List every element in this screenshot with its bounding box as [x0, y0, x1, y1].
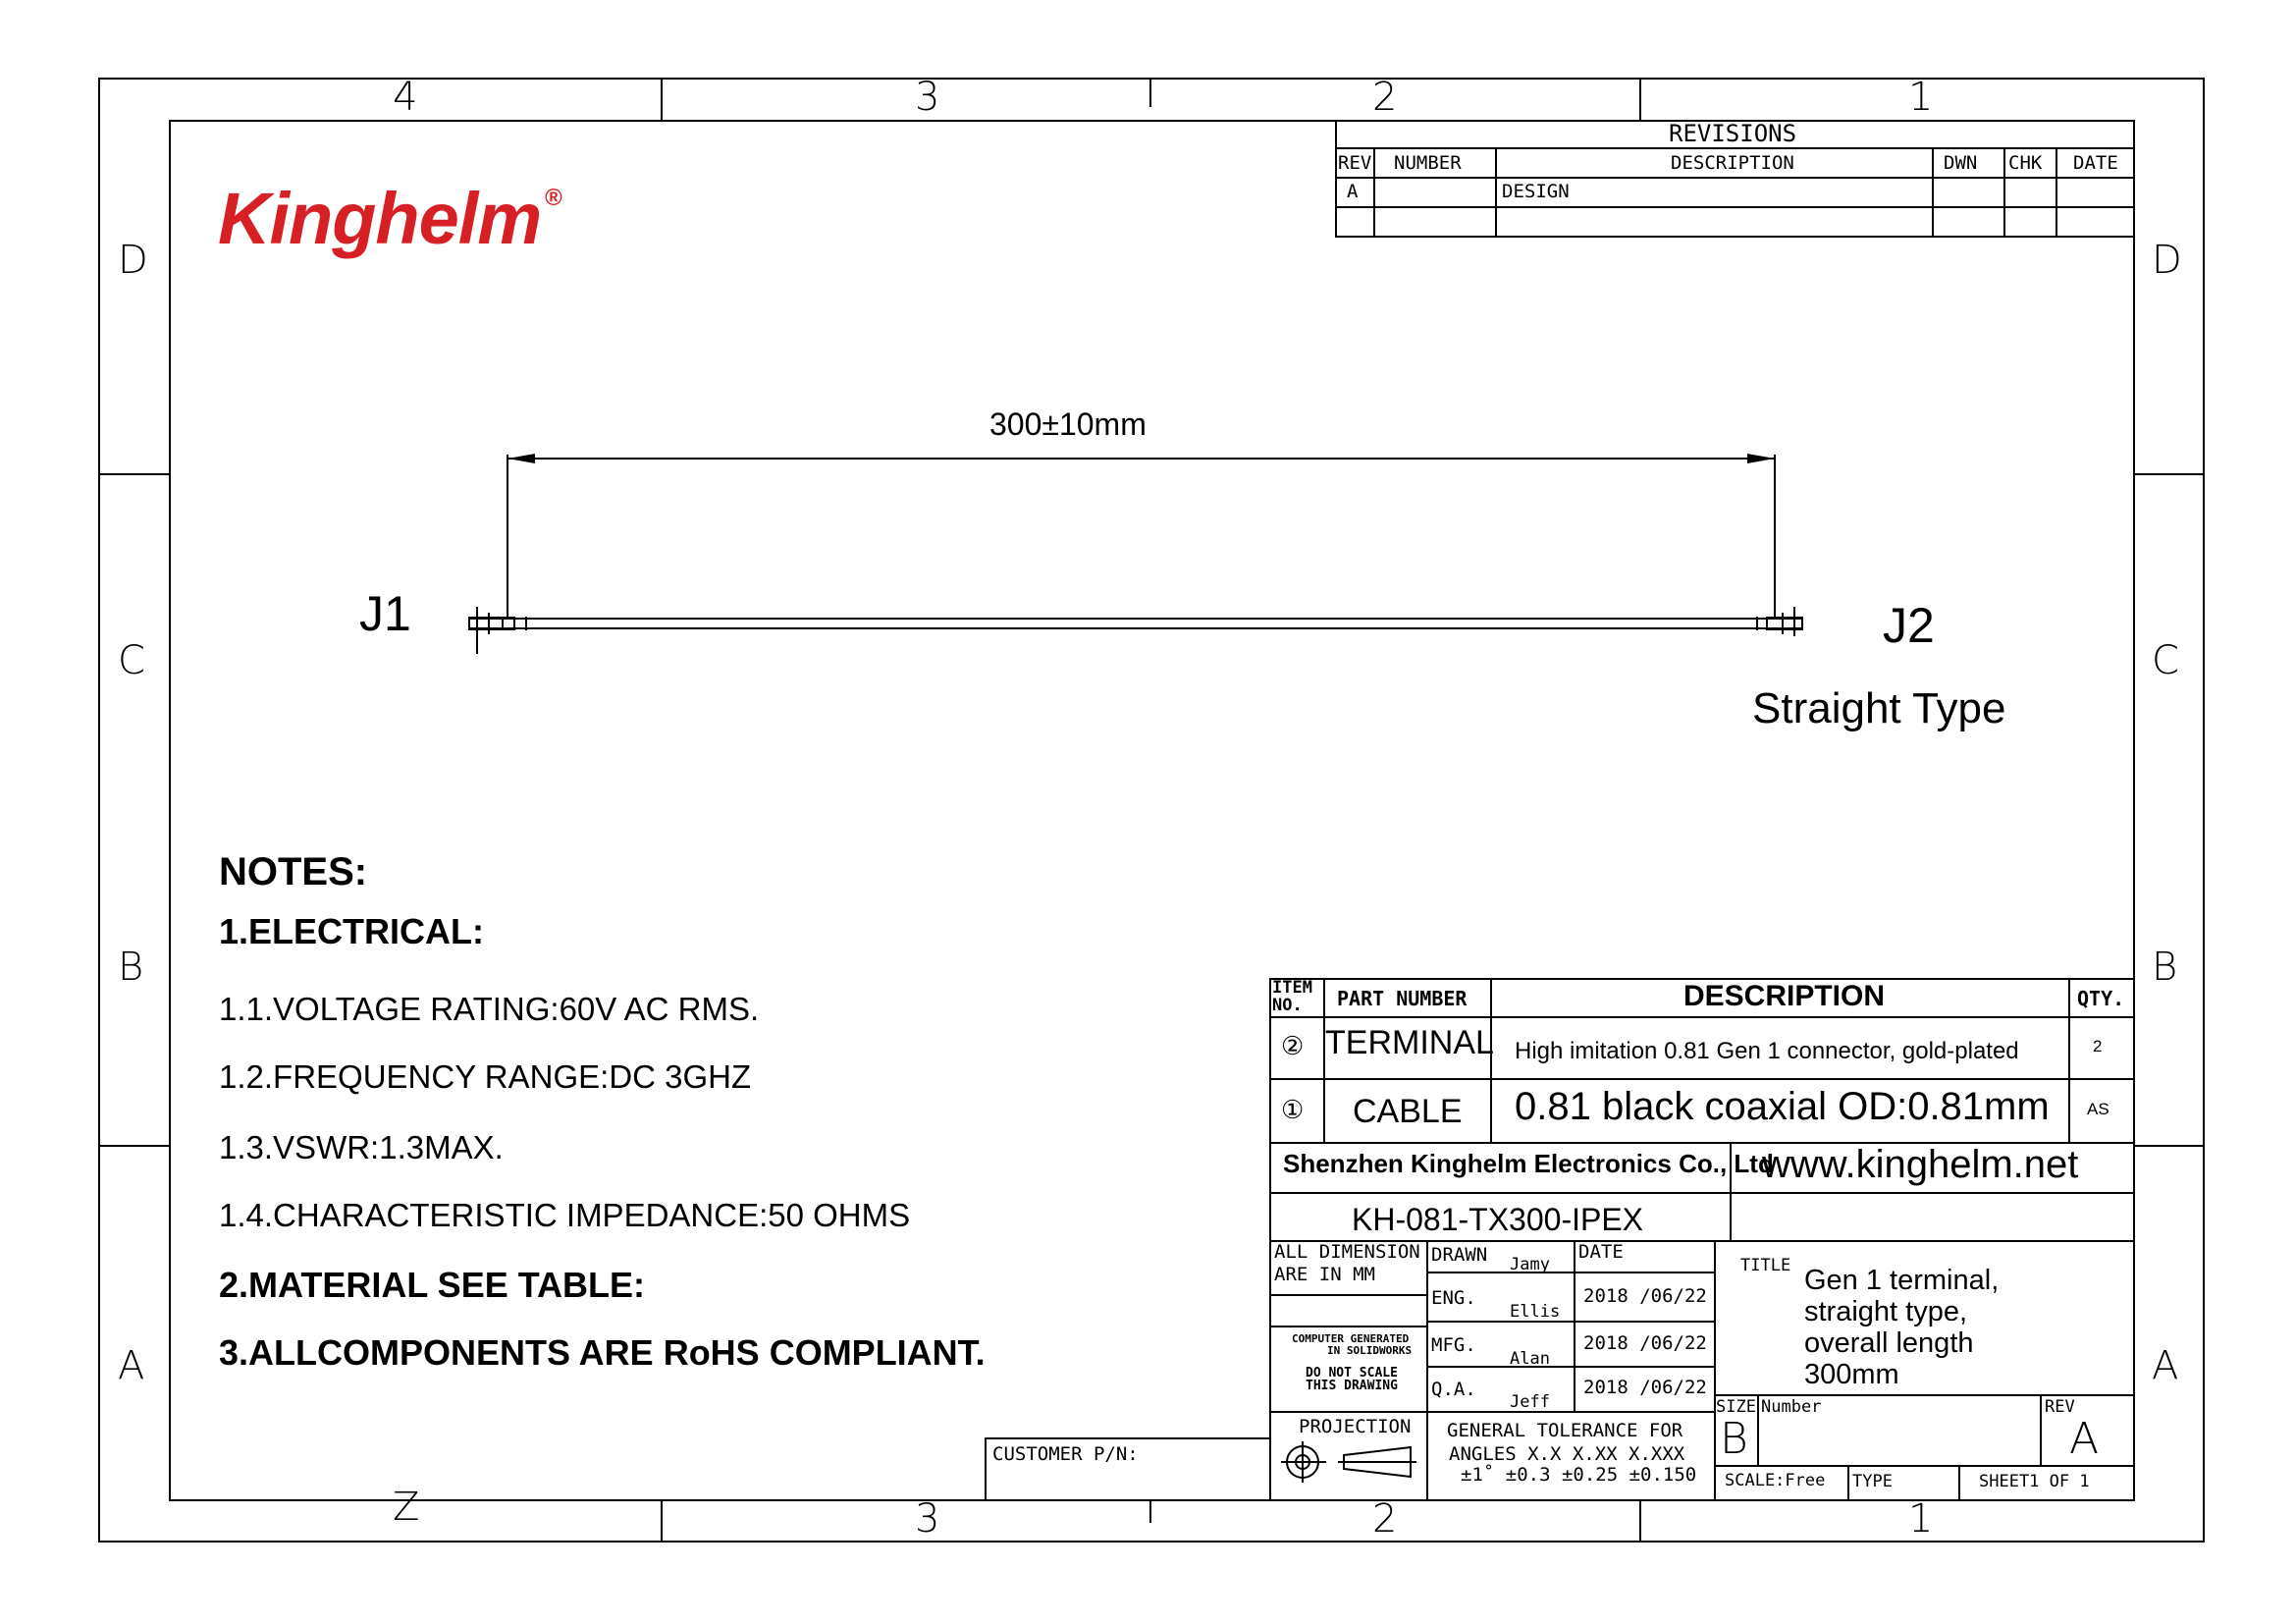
- bom-part-terminal: TERMINAL: [1325, 1024, 1494, 1061]
- sig-name-qa: Jeff: [1510, 1392, 1550, 1412]
- type-label: TYPE: [1852, 1472, 1893, 1491]
- bom-header-qty: QTY.: [2077, 987, 2125, 1010]
- tolerance-line2: ANGLES X.X X.XX X.XXX: [1449, 1443, 1685, 1465]
- computer-generated-line1: COMPUTER GENERATED: [1292, 1332, 1410, 1345]
- zone-label-right: A: [2152, 1343, 2179, 1388]
- do-not-scale-line2: THIS DRAWING: [1306, 1379, 1398, 1393]
- number-label: Number: [1761, 1397, 1822, 1417]
- logo-text: Kinghelm: [218, 178, 542, 259]
- revisions-title: REVISIONS: [1669, 120, 1797, 147]
- notes-material: 2.MATERIAL SEE TABLE:: [219, 1265, 646, 1305]
- rev-header-date: DATE: [2073, 152, 2118, 174]
- connector-label-j2: J2: [1883, 598, 1935, 653]
- rev-header-rev: REV: [1338, 152, 1372, 174]
- zone-label-left: D: [118, 238, 148, 283]
- bom-header-description: DESCRIPTION: [1683, 980, 1886, 1012]
- rev-header-number: NUMBER: [1394, 152, 1462, 174]
- computer-generated-line2: IN SOLIDWORKS: [1327, 1344, 1413, 1357]
- notes-title: NOTES:: [219, 850, 368, 893]
- zone-label-top: 2: [1372, 75, 1398, 120]
- rev-header-description: DESCRIPTION: [1671, 152, 1794, 174]
- zone-label-right: D: [2152, 238, 2182, 283]
- note-item: 1.1.VOLTAGE RATING:60V AC RMS.: [219, 991, 760, 1027]
- sig-date-mfg: 2018 /06/22: [1583, 1332, 1707, 1354]
- rev-value: A: [2069, 1414, 2100, 1464]
- sig-name-mfg: Alan: [1510, 1349, 1550, 1369]
- notes-rohs: 3.ALLCOMPONENTS ARE RoHS COMPLIANT.: [219, 1332, 986, 1373]
- sheet-label: SHEET1 OF 1: [1979, 1472, 2090, 1491]
- zone-label-right: B: [2152, 945, 2178, 990]
- bom-item-number: ②: [1281, 1031, 1305, 1060]
- notes-electrical: 1.ELECTRICAL:: [219, 911, 484, 951]
- all-dimension-line1: ALL DIMENSION: [1274, 1241, 1420, 1263]
- customer-pn-label: CUSTOMER P/N:: [992, 1443, 1139, 1465]
- sig-role-eng: ENG.: [1431, 1287, 1476, 1309]
- sig-date-eng: 2018 /06/22: [1583, 1285, 1707, 1307]
- bom-qty-cable: AS: [2087, 1100, 2109, 1118]
- all-dimension-line2: ARE IN MM: [1274, 1264, 1375, 1285]
- connector-type-label: Straight Type: [1752, 684, 2006, 732]
- drawing-title-line: Gen 1 terminal,: [1804, 1265, 2000, 1296]
- zone-label-left: C: [118, 638, 145, 683]
- zone-label-bottom: Z: [393, 1485, 420, 1530]
- sig-role-qa: Q.A.: [1431, 1379, 1476, 1400]
- rev-row-rev: A: [1347, 181, 1359, 202]
- sig-role-drawn: DRAWN: [1431, 1244, 1488, 1266]
- zone-label-top: 1: [1908, 75, 1934, 120]
- scale-label: SCALE:Free: [1725, 1471, 1826, 1490]
- zone-label-bottom: 2: [1372, 1496, 1398, 1542]
- sig-name-drawn: Jamy: [1510, 1255, 1550, 1274]
- drawing-title-line: overall length: [1804, 1327, 1974, 1359]
- connector-label-j1: J1: [359, 586, 411, 641]
- zone-label-top: 3: [915, 75, 940, 120]
- size-value: B: [1720, 1414, 1748, 1464]
- zone-label-top: 4: [393, 75, 418, 120]
- length-dimension: 300±10mm: [989, 406, 1147, 442]
- sig-date-label: DATE: [1578, 1241, 1624, 1263]
- rev-header-chk: CHK: [2008, 152, 2043, 174]
- bom-qty-terminal: 2: [2093, 1037, 2103, 1056]
- drawing-title-line: 300mm: [1804, 1359, 1899, 1390]
- zone-label-bottom: 1: [1908, 1496, 1934, 1542]
- rev-label: REV: [2045, 1397, 2075, 1417]
- bom-description-terminal: High imitation 0.81 Gen 1 connector, gold-plated: [1515, 1038, 2019, 1064]
- zone-label-left: A: [118, 1343, 145, 1388]
- zone-label-bottom: 3: [915, 1496, 940, 1542]
- zone-label-left: B: [118, 945, 144, 990]
- rev-header-dwn: DWN: [1944, 152, 1978, 174]
- note-item: 1.2.FREQUENCY RANGE:DC 3GHZ: [219, 1058, 752, 1095]
- company-website: www.kinghelm.net: [1762, 1143, 2079, 1186]
- rev-row-description: DESIGN: [1502, 181, 1570, 202]
- sig-name-eng: Ellis: [1510, 1302, 1561, 1322]
- sig-role-mfg: MFG.: [1431, 1334, 1476, 1356]
- drawing-title-line: straight type,: [1804, 1296, 1968, 1327]
- bom-description-cable: 0.81 black coaxial OD:0.81mm: [1515, 1085, 2050, 1128]
- bom-item-number: ①: [1281, 1095, 1305, 1124]
- bom-part-cable: CABLE: [1353, 1093, 1463, 1130]
- registered-mark: ®: [545, 185, 561, 211]
- projection-label: PROJECTION: [1299, 1416, 1412, 1437]
- tolerance-line1: GENERAL TOLERANCE FOR: [1447, 1420, 1683, 1441]
- note-item: 1.4.CHARACTERISTIC IMPEDANCE:50 OHMS: [219, 1197, 911, 1233]
- tolerance-line3: ±1˚ ±0.3 ±0.25 ±0.150: [1461, 1464, 1697, 1486]
- first-angle-projection-icon: [1281, 1439, 1418, 1485]
- part-number: KH-081-TX300-IPEX: [1352, 1202, 1644, 1237]
- bom-header-part-number: PART NUMBER: [1337, 987, 1468, 1010]
- zone-label-right: C: [2152, 638, 2179, 683]
- company-name: Shenzhen Kinghelm Electronics Co., Ltd: [1283, 1149, 1774, 1178]
- note-item: 1.3.VSWR:1.3MAX.: [219, 1129, 504, 1165]
- size-label: SIZE: [1716, 1397, 1756, 1417]
- do-not-scale-line1: DO NOT SCALE: [1306, 1366, 1398, 1380]
- title-label: TITLE: [1740, 1256, 1791, 1275]
- bom-header-item-no: ITEM NO.: [1272, 978, 1312, 1015]
- sig-date-qa: 2018 /06/22: [1583, 1377, 1707, 1398]
